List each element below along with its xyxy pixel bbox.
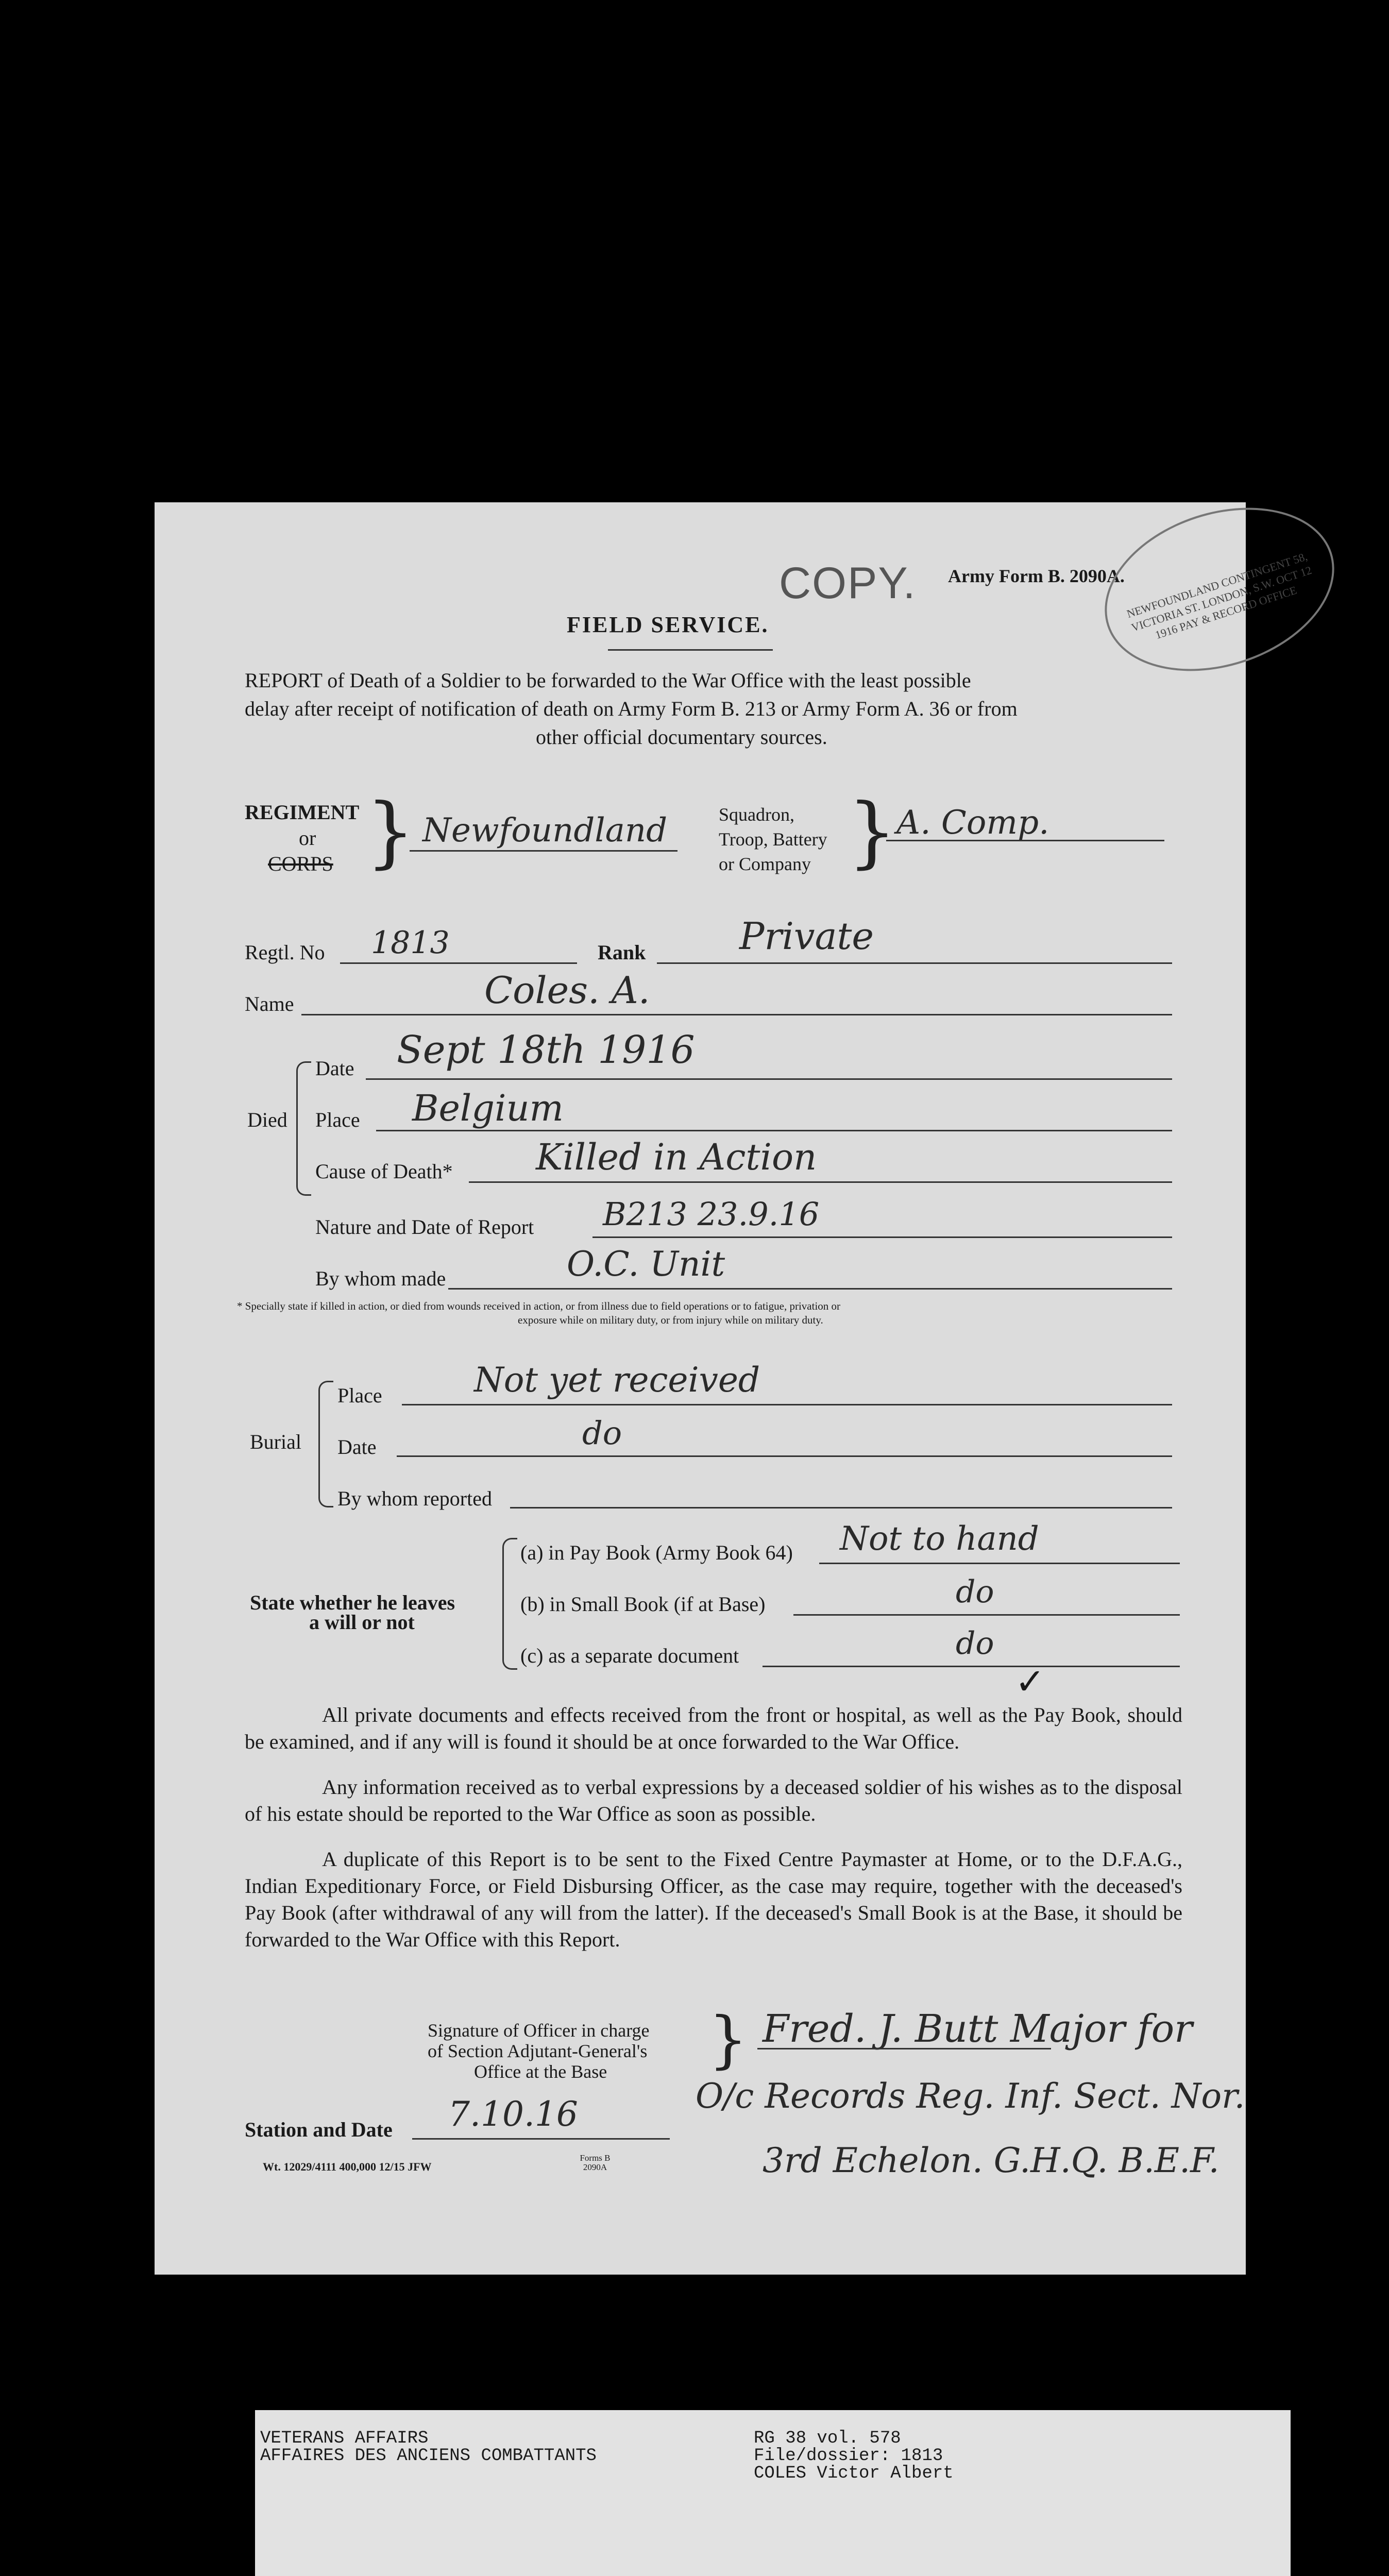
by-whom-made-value: O.C. Unit: [567, 1244, 725, 1284]
died-date-label: Date: [315, 1057, 354, 1080]
signature-label-3: Office at the Base: [474, 2061, 607, 2082]
signature-label-1: Signature of Officer in charge: [428, 2020, 650, 2041]
station-date-label: Station and Date: [245, 2118, 393, 2141]
died-brace: [296, 1061, 311, 1196]
cause-of-death-line: [469, 1181, 1172, 1183]
instruction-paragraph-1: All private documents and effects received from the front or hospital, as well as the Pay Book, should be examined, and if any will is found it should be at once forwarded to the War Office.: [245, 1703, 1182, 1753]
signature-line-3: 3rd Echelon. G.H.Q. B.E.F.: [763, 2141, 1219, 2180]
squadron-brace: }: [848, 787, 897, 877]
death-report-form: [155, 502, 1313, 2275]
regtl-no-value: 1813: [371, 925, 450, 961]
title-underline: [608, 649, 773, 651]
footnote-line-2: exposure while on military duty, or from injury while on military duty.: [518, 1314, 823, 1326]
burial-date-label: Date: [337, 1435, 377, 1459]
regtl-no-line: [340, 962, 577, 964]
slip-right-line-3: COLES Victor Albert: [754, 2464, 954, 2483]
cause-of-death-label: Cause of Death*: [315, 1160, 453, 1183]
squadron-label: Squadron,: [719, 804, 794, 825]
will-a-label: (a) in Pay Book (Army Book 64): [520, 1541, 793, 1564]
by-whom-made-line: [448, 1288, 1172, 1290]
will-label-2: a will or not: [309, 1611, 415, 1634]
stamp-text: NEWFOUNDLAND CONTINGENT 58, VICTORIA ST. LONDON, S.W. OCT 12 1916 PAY & RECORD OFFICE: [1125, 550, 1313, 642]
corps-label: CORPS: [268, 852, 333, 875]
company-value: A. Comp.: [896, 804, 1049, 842]
intro-line-3: other official documentary sources.: [536, 725, 827, 749]
name-label: Name: [245, 992, 294, 1015]
will-c-label: (c) as a separate document: [520, 1644, 739, 1667]
will-c-value: do: [956, 1625, 994, 1662]
burial-place-value: Not yet received: [474, 1360, 760, 1400]
instruction-paragraph-2: Any information received as to verbal expressions by a deceased soldier of his wishes as to the disposal of his estate should be reported to the War Office as soon as possible.: [245, 1775, 1182, 1825]
burial-brace: [318, 1381, 333, 1507]
print-line: Wt. 12029/4111 400,000 12/15 JFW: [263, 2160, 432, 2173]
rank-line: [657, 962, 1172, 964]
will-b-label: (b) in Small Book (if at Base): [520, 1592, 766, 1616]
intro-line-2: delay after receipt of notification of death on Army Form B. 213 or Army Form A. 36 or from: [245, 697, 1018, 720]
died-place-line: [376, 1130, 1172, 1131]
burial-reported-label: By whom reported: [337, 1487, 492, 1510]
archival-label-slip: [255, 2410, 1291, 2576]
signature-line-1: Fred. J. Butt Major for: [763, 2007, 1193, 2051]
burial-reported-line: [510, 1507, 1172, 1509]
cause-of-death-value: Killed in Action: [536, 1136, 817, 1178]
form-title: FIELD SERVICE.: [567, 612, 769, 637]
copy-stamp: COPY.: [779, 558, 917, 608]
slip-left-line-2: AFFAIRES DES ANCIENS COMBATTANTS: [260, 2446, 597, 2466]
nature-of-report-value: B213 23.9.16: [603, 1195, 820, 1233]
burial-date-line: [397, 1455, 1172, 1457]
instruction-paragraph-3: A duplicate of this Report is to be sent to the Fixed Centre Paymaster at Home, or to the D.F.A.G., Indian Expeditionary Force, or Field Disbursing Officer, as the case may require, together with the deceased's Pay Book (after withdrawal of any will from the latter). If the deceased's Small Book is at the Base, it should be forwarded to the War Office with this Report.: [245, 1848, 1182, 1951]
will-c-line: [763, 1666, 1180, 1667]
will-a-value: Not to hand: [840, 1520, 1039, 1558]
slip-right-line-1: RG 38 vol. 578: [754, 2429, 901, 2448]
will-b-value: do: [956, 1574, 994, 1610]
burial-place-line: [402, 1404, 1172, 1405]
nature-of-report-line: [592, 1236, 1172, 1238]
by-whom-made-label: By whom made: [315, 1267, 446, 1290]
regiment-label: REGIMENT: [245, 801, 360, 824]
troop-battery-label: Troop, Battery: [719, 829, 827, 850]
station-date-line: [412, 2138, 670, 2140]
signature-line-2: O/c Records Reg. Inf. Sect. Nor.: [696, 2076, 1245, 2116]
slip-left-line-1: VETERANS AFFAIRS: [260, 2429, 429, 2448]
company-label: or Company: [719, 854, 811, 874]
burial-label: Burial: [250, 1430, 301, 1453]
rank-value: Private: [739, 914, 874, 958]
intro-line-1: REPORT of Death of a Soldier to be forwarded to the War Office with the least possible: [245, 669, 971, 692]
died-date-line: [366, 1078, 1172, 1080]
company-line: [886, 840, 1164, 841]
name-line: [301, 1014, 1172, 1015]
nature-of-report-label: Nature and Date of Report: [315, 1215, 534, 1239]
regiment-brace: }: [366, 787, 415, 877]
regtl-no-label: Regtl. No: [245, 941, 325, 964]
name-value: Coles. A.: [484, 969, 650, 1012]
contingent-date-stamp: [1083, 480, 1356, 699]
died-date-value: Sept 18th 1916: [397, 1028, 695, 1072]
regiment-or-label: or: [299, 826, 316, 850]
forms-reference: Forms B 2090A: [580, 2153, 611, 2172]
signature-underline: [757, 2048, 1051, 2049]
regiment-line: [410, 850, 677, 852]
died-place-label: Place: [315, 1108, 360, 1131]
died-label: Died: [247, 1108, 287, 1131]
will-b-line: [793, 1614, 1180, 1616]
footnote-line-1: * Specially state if killed in action, or died from wounds received in action, or from illness due to field operations or to fatigue, privation or: [237, 1300, 841, 1312]
will-brace: [502, 1538, 517, 1670]
slip-right-line-2: File/dossier: 1813: [754, 2446, 943, 2466]
signature-label-2: of Section Adjutant-General's: [428, 2041, 648, 2061]
station-date-value: 7.10.16: [448, 2094, 578, 2134]
rank-label: Rank: [598, 941, 646, 964]
will-a-line: [819, 1563, 1180, 1564]
will-label-1: State whether he leaves: [250, 1591, 455, 1614]
burial-place-label: Place: [337, 1384, 382, 1407]
died-place-value: Belgium: [412, 1087, 564, 1129]
burial-date-value: do: [582, 1414, 622, 1452]
tick-mark: ✓: [1015, 1663, 1045, 1702]
regiment-value: Newfoundland: [422, 811, 668, 850]
form-number: Army Form B. 2090A.: [948, 566, 1125, 586]
signature-brace: }: [708, 2004, 748, 2076]
